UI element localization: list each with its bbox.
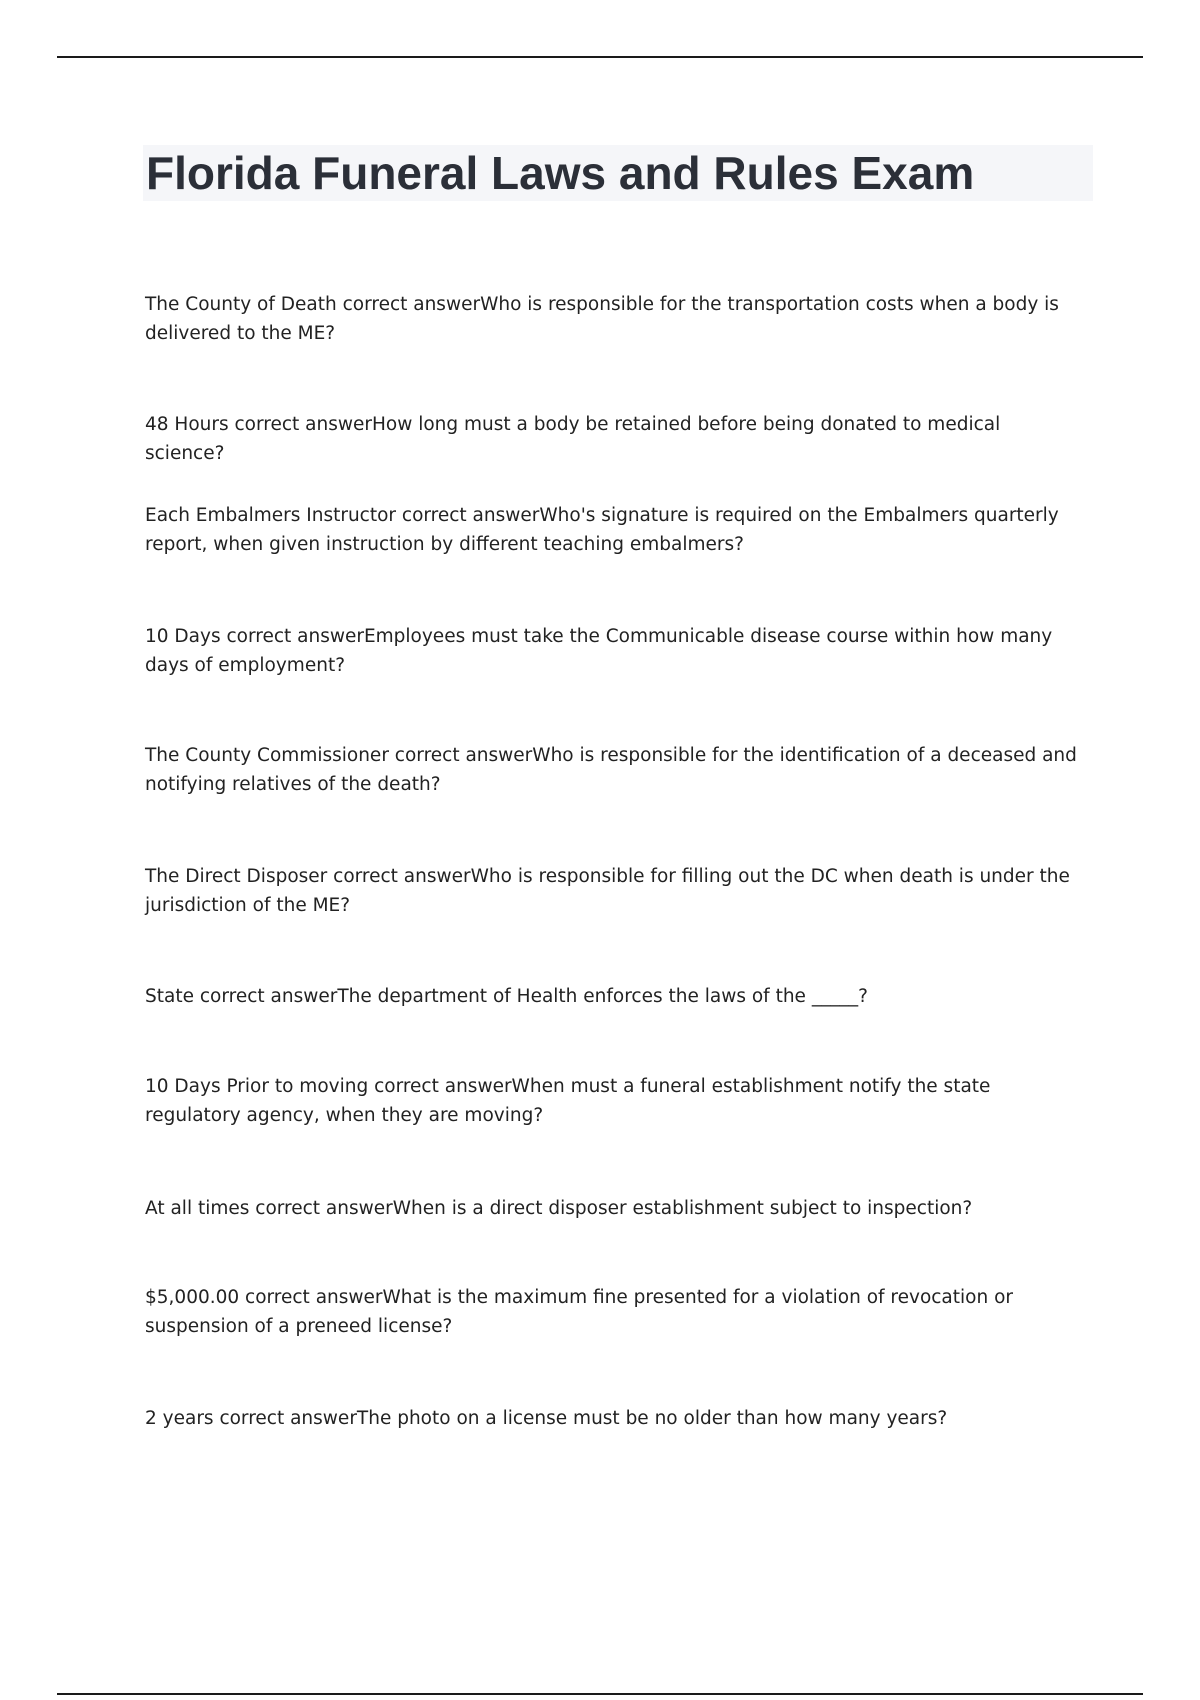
- qa-item: The Direct Disposer correct answerWho is responsible for filling out the DC when death is under the jurisdiction of the ME?: [145, 866, 1070, 916]
- top-divider: [57, 56, 1143, 58]
- page-title: Florida Funeral Laws and Rules Exam: [146, 147, 975, 199]
- qa-item: 2 years correct answerThe photo on a license must be no older than how many years?: [145, 1408, 948, 1429]
- qa-item: 10 Days correct answerEmployees must take the Communicable disease course within how many days of employment?: [145, 626, 1053, 676]
- qa-item: State correct answerThe department of Health enforces the laws of the _____?: [145, 986, 868, 1007]
- qa-item: The County Commissioner correct answerWho is responsible for the identification of a deceased and notifying relatives of the death?: [145, 745, 1077, 795]
- qa-item: Each Embalmers Instructor correct answerWho's signature is required on the Embalmers quarterly report, when given instruction by different teaching embalmers?: [145, 505, 1059, 555]
- qa-item: 10 Days Prior to moving correct answerWhen must a funeral establishment notify the state regulatory agency, when they are moving?: [145, 1076, 991, 1126]
- qa-item: The County of Death correct answerWho is responsible for the transportation costs when a body is delivered to the ME?: [145, 294, 1059, 344]
- title-banner: [143, 145, 1093, 201]
- bottom-divider: [57, 1693, 1143, 1695]
- qa-item: At all times correct answerWhen is a direct disposer establishment subject to inspection?: [145, 1198, 973, 1219]
- qa-item: $5,000.00 correct answerWhat is the maximum fine presented for a violation of revocation or suspension of a preneed license?: [145, 1287, 1014, 1337]
- qa-item: 48 Hours correct answerHow long must a body be retained before being donated to medical science?: [145, 414, 1001, 464]
